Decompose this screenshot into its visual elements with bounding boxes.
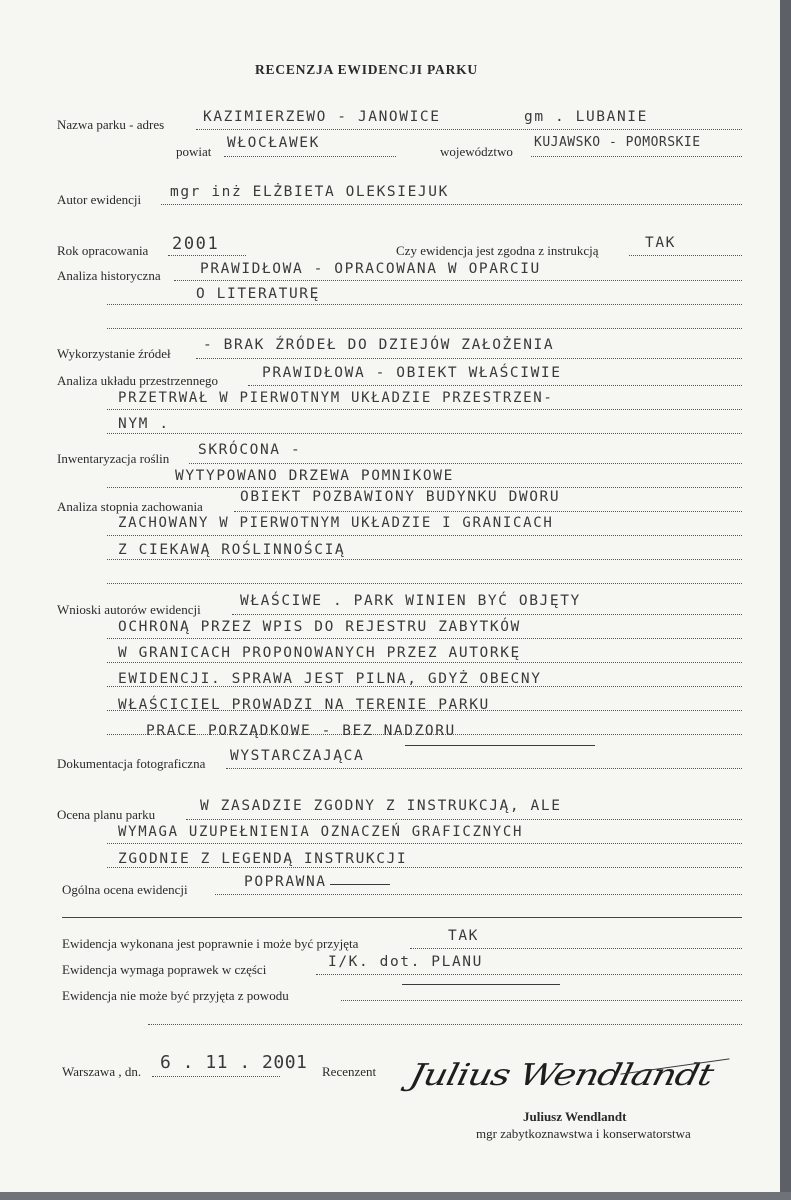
label-place-date: Warszawa , dn. <box>62 1064 142 1079</box>
value-nazwa-parku: KAZIMIERZEWO - JANOWICE <box>203 109 441 125</box>
value-zachowanie-2: ZACHOWANY W PIERWOTNYM UKŁADZIE I GRANICACH <box>118 515 554 531</box>
label-recenzent: Recenzent <box>322 1064 377 1079</box>
reviewer-signature: Julius Wendlandt <box>406 1058 716 1093</box>
value-zrodla: - BRAK ŹRÓDEŁ DO DZIEJÓW ZAŁOŻENIA <box>203 337 555 353</box>
value-powiat: WŁOCŁAWEK <box>227 135 320 151</box>
line-inwentaryzacja-2 <box>107 487 742 488</box>
value-autor: mgr inż ELŻBIETA OLEKSIEJUK <box>170 184 449 200</box>
line-nieprzyjeta-1 <box>341 1000 742 1001</box>
value-zachowanie-1: OBIEKT POZBAWIONY BUDYNKU DWORU <box>240 489 561 505</box>
value-uklad-2: PRZETRWAŁ W PIERWOTNYM UKŁADZIE PRZESTRZEN- <box>118 390 554 406</box>
line-ocena-planu-2 <box>107 843 742 844</box>
line-zachowanie-4 <box>107 583 742 584</box>
line-wnioski-3 <box>107 662 742 663</box>
label-zachowanie: Analiza stopnia zachowania <box>57 499 203 514</box>
line-ocena-planu-3 <box>107 867 742 868</box>
value-poprawki: I/K. dot. PLANU <box>328 954 483 970</box>
value-rok: 2001 <box>172 234 220 254</box>
value-ocena-planu-2: WYMAGA UZUPEŁNIENIA OZNACZEŃ GRAFICZNYCH <box>118 824 524 840</box>
value-ocena-planu-3: ZGODNIE Z LEGENDĄ INSTRUKCJI <box>118 851 408 867</box>
value-analiza-historyczna-2: O LITERATURĘ <box>196 286 320 302</box>
line-rok <box>168 255 246 256</box>
line-powiat <box>224 156 396 157</box>
line-uklad-1 <box>248 385 742 386</box>
value-wnioski-2: OCHRONĄ PRZEZ WPIS DO REJESTRU ZABYTKÓW <box>118 619 521 635</box>
label-ocena-planu: Ocena planu parku <box>57 807 156 822</box>
line-analiza-historyczna-3 <box>107 328 742 329</box>
value-date: 6 . 11 . 2001 <box>160 1052 308 1073</box>
line-zachowanie-2 <box>107 535 742 536</box>
line-analiza-historyczna-2 <box>107 304 742 305</box>
value-przyjeta: TAK <box>448 928 479 944</box>
value-analiza-historyczna-1: PRAWIDŁOWA - OPRACOWANA W OPARCIU <box>200 261 541 277</box>
label-autor: Autor ewidencji <box>57 192 142 207</box>
line-przyjeta <box>410 948 742 949</box>
label-przyjeta: Ewidencja wykonana jest poprawnie i może być przyjęta <box>62 936 359 951</box>
value-wnioski-6: PRACE PORZĄDKOWE - BEZ NADZORU <box>146 723 456 739</box>
value-dokumentacja: WYSTARCZAJĄCA <box>230 748 365 764</box>
label-rok: Rok opracowania <box>57 243 149 258</box>
label-zrodla: Wykorzystanie źródeł <box>57 346 171 361</box>
value-wnioski-5: WŁAŚCICIEL PROWADZI NA TERENIE PARKU <box>118 697 490 713</box>
value-wnioski-1: WŁAŚCIWE . PARK WINIEN BYĆ OBJĘTY <box>240 593 581 609</box>
underline-poprawki <box>402 984 560 985</box>
line-inwentaryzacja-1 <box>189 463 742 464</box>
document-title: RECENZJA EWIDENCJI PARKU <box>255 62 478 77</box>
line-wojewodztwo <box>531 156 742 157</box>
label-wojewodztwo: województwo <box>440 144 513 159</box>
reviewer-title: mgr zabytkoznawstwa i konserwatorstwa <box>476 1126 691 1141</box>
value-inwentaryzacja-1: SKRÓCONA - <box>198 442 302 458</box>
line-nazwa-parku <box>196 129 742 130</box>
label-wnioski: Wnioski autorów ewidencji <box>57 602 201 617</box>
line-zachowanie-3 <box>107 559 742 560</box>
label-analiza-historyczna: Analiza historyczna <box>57 268 161 283</box>
line-dokumentacja <box>226 768 742 769</box>
value-zachowanie-3: Z CIEKAWĄ ROŚLINNOŚCIĄ <box>118 542 346 558</box>
value-wnioski-3: W GRANICACH PROPONOWANYCH PRZEZ AUTORKĘ <box>118 645 521 661</box>
label-dokumentacja: Dokumentacja fotograficzna <box>57 756 206 771</box>
label-powiat: powiat <box>176 144 212 159</box>
line-ogolna-ocena <box>215 894 742 895</box>
line-wnioski-2 <box>107 638 742 639</box>
label-zgodnosc: Czy ewidencja jest zgodna z instrukcją <box>396 243 599 258</box>
label-inwentaryzacja: Inwentaryzacja roślin <box>57 451 170 466</box>
value-uklad-1: PRAWIDŁOWA - OBIEKT WŁAŚCIWIE <box>262 365 562 381</box>
label-uklad: Analiza układu przestrzennego <box>57 373 218 388</box>
label-poprawki: Ewidencja wymaga poprawek w części <box>62 962 267 977</box>
label-ogolna-ocena: Ogólna ocena ewidencji <box>62 882 188 897</box>
value-uklad-3: NYM . <box>118 416 170 432</box>
line-uklad-2 <box>107 409 742 410</box>
line-zgodnosc <box>629 255 742 256</box>
line-zrodla <box>196 358 742 359</box>
value-wojewodztwo: KUJAWSKO - POMORSKIE <box>534 135 701 150</box>
line-poprawki <box>316 974 742 975</box>
stroke-ogolna-ocena <box>330 884 390 885</box>
separator-rule <box>62 917 742 918</box>
value-gmina: gm . LUBANIE <box>524 109 648 125</box>
page-bottom-shadow <box>0 1192 791 1200</box>
label-nieprzyjeta: Ewidencja nie może być przyjęta z powodu <box>62 988 289 1003</box>
line-uklad-3 <box>107 433 742 434</box>
value-ocena-planu-1: W ZASADZIE ZGODNY Z INSTRUKCJĄ, ALE <box>200 798 562 814</box>
line-autor <box>161 204 742 205</box>
line-wnioski-1 <box>232 614 742 615</box>
line-nieprzyjeta-2 <box>148 1024 742 1025</box>
line-zachowanie-1 <box>234 511 742 512</box>
reviewer-name: Juliusz Wendlandt <box>523 1109 627 1124</box>
line-ocena-planu-1 <box>186 819 742 820</box>
value-inwentaryzacja-2: WYTYPOWANO DRZEWA POMNIKOWE <box>175 468 454 484</box>
value-zgodnosc: TAK <box>645 235 676 251</box>
label-nazwa-parku: Nazwa parku - adres <box>57 117 165 132</box>
page-edge-shadow <box>780 0 791 1200</box>
line-date <box>152 1076 280 1077</box>
underline-bez-nadzoru <box>405 745 595 746</box>
line-analiza-historyczna-1 <box>174 280 742 281</box>
value-ogolna-ocena: POPRAWNA <box>244 874 327 890</box>
value-wnioski-4: EWIDENCJI. SPRAWA JEST PILNA, GDYŻ OBECNY <box>118 671 542 687</box>
